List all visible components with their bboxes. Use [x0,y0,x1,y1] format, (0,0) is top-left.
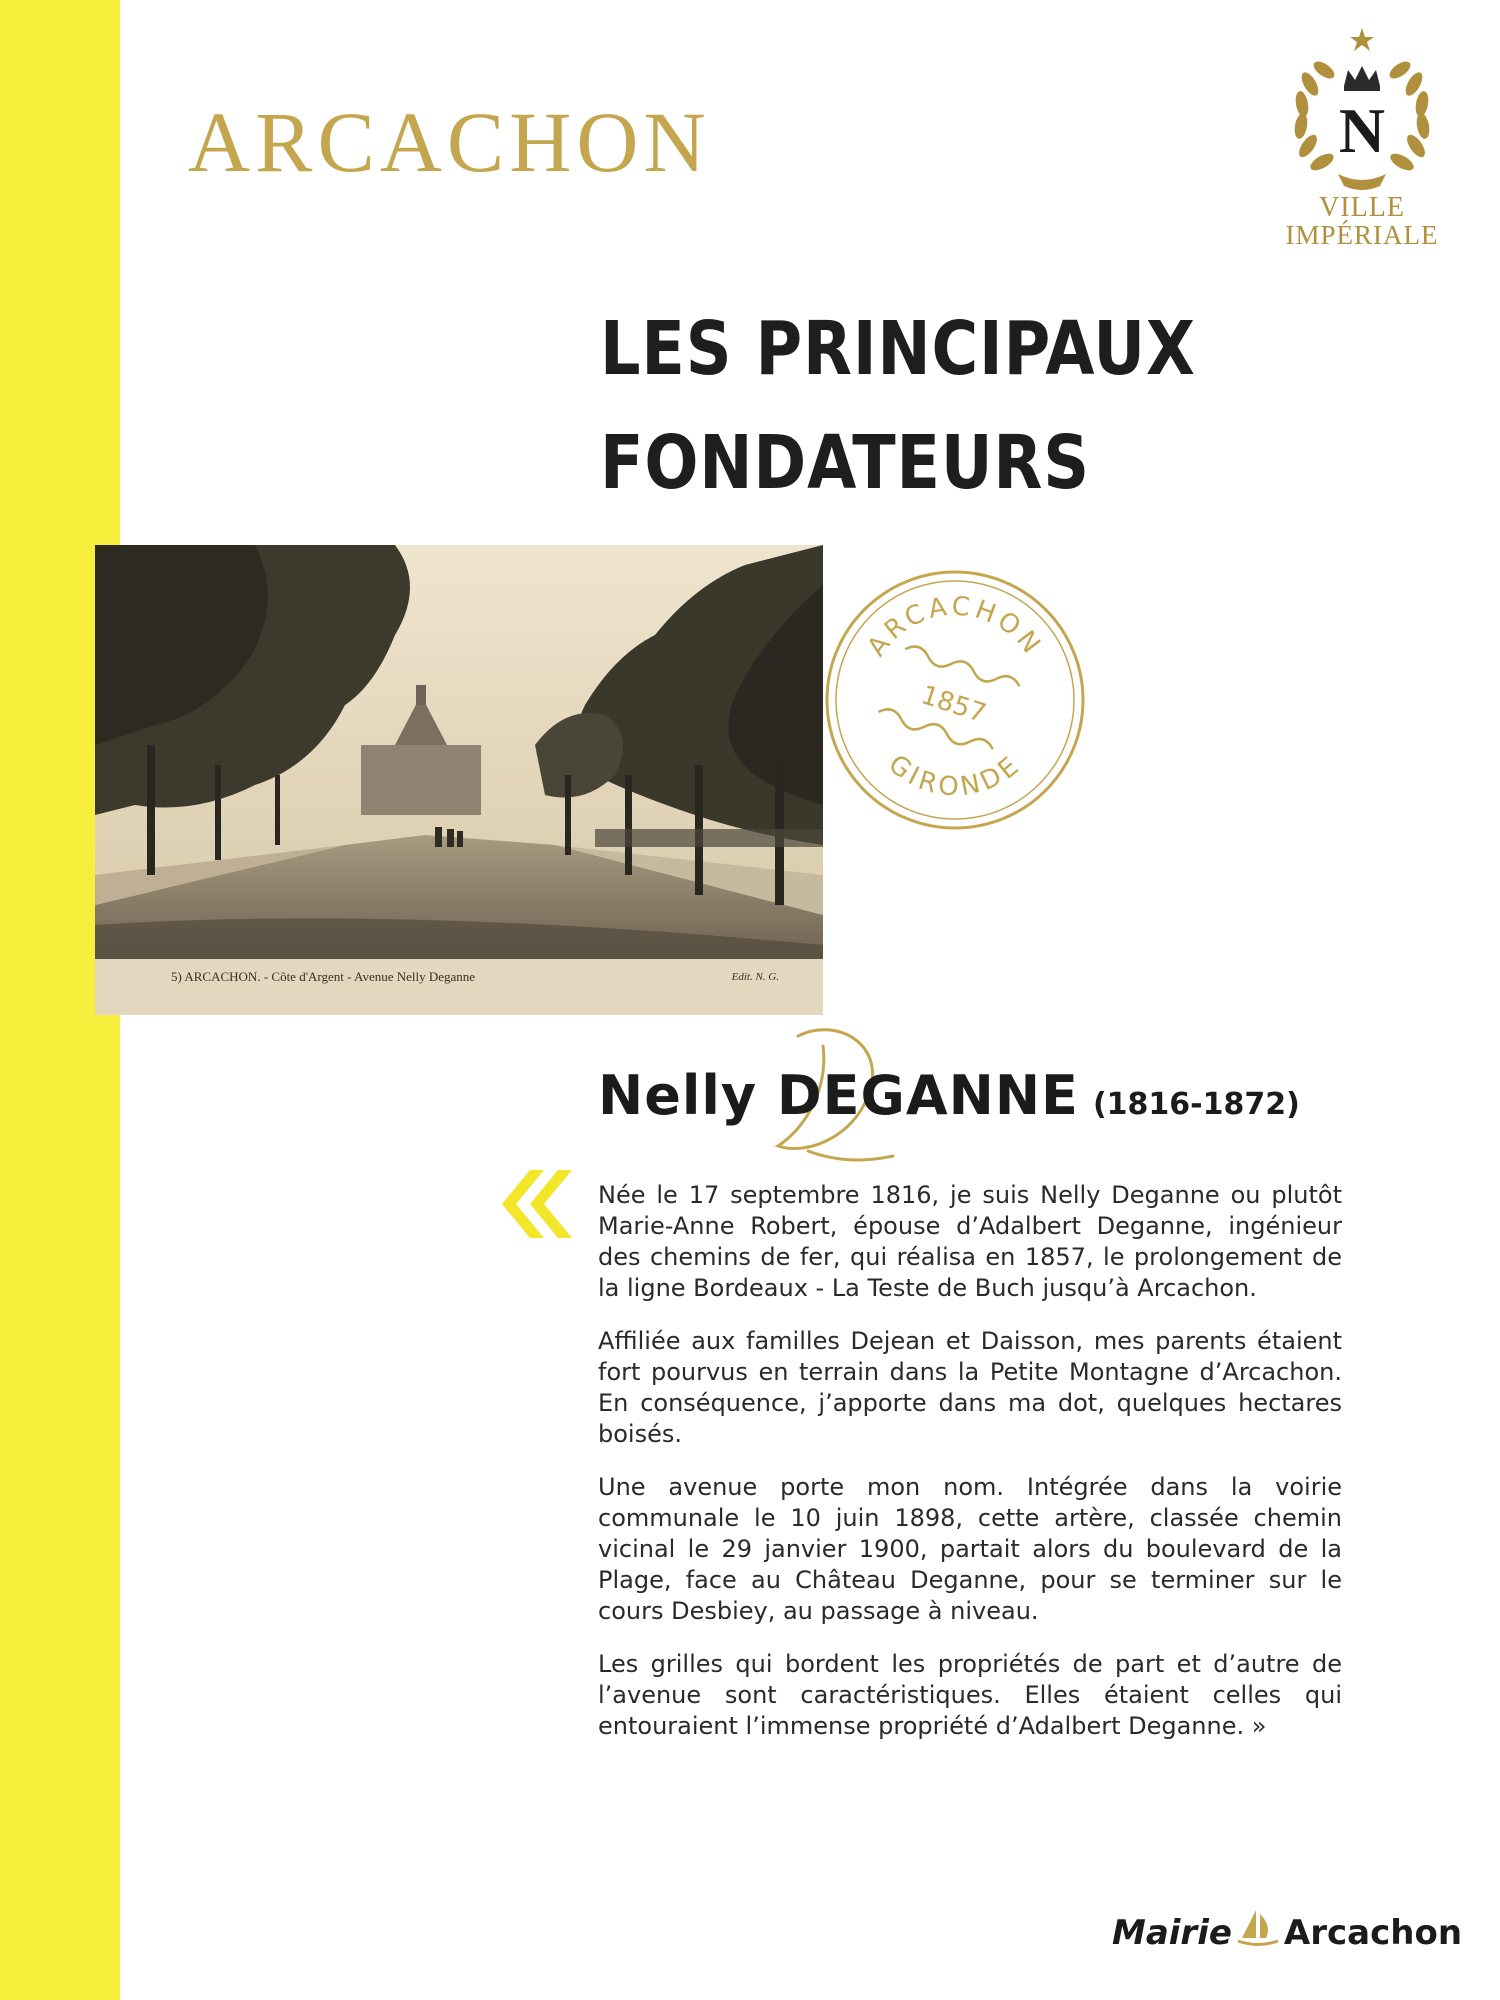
arcachon-1857-stamp [822,567,1088,833]
avenue-photo-illustration [95,545,823,959]
footer-arcachon-text: Arcachon [1283,1913,1463,1953]
brand-title: ARCACHON [188,94,711,190]
quote-body [598,1180,1342,1764]
quote-paragraph-4: Les grilles qui bordent les propriétés de part et d’autre de l’avenue sont caractéristiques. Elles étaient celles qui entouraient l’immense propriété d’Adalbert Deganne. » [598,1650,1342,1740]
ville-imperiale-emblem [1274,24,1450,252]
page-title-line-1: LES PRINCIPAUX [600,306,1196,392]
postcard-caption-strip [95,959,823,1015]
quote-paragraph-2: Affiliée aux familles Dejean et Daisson, mes parents étaient fort pourvus en terrain dans la Petite Montagne d’Arcachon. En conséquence, j’apporte dans ma dot, quelques hectares boisés. [598,1327,1342,1448]
postcard-publisher: Edit. N. G. [731,971,779,983]
footer-mairie-text: Mairie [1112,1913,1232,1953]
sailboat-icon [1236,1908,1280,1948]
page-title-line-2: FONDATEURS [600,420,1090,506]
svg-text:GIRONDE: GIRONDE [882,749,1028,803]
page-title [600,292,1196,520]
mairie-arcachon-logo [1112,1908,1462,1953]
emblem-line-imperiale: IMPÉRIALE [1285,220,1439,250]
person-name: Nelly DEGANNE [598,1064,1079,1127]
person-heading [598,1064,1300,1127]
svg-text:N: N [1338,95,1386,166]
quote-paragraph-3: Une avenue porte mon nom. Intégrée dans la voirie communale le 10 juin 1898, cette artère, classée chemin vicinal le 29 janvier 1900, partait alors du boulevard de la Plage, face au Château Deganne, pour se terminer sur le cours Desbiey, au passage à niveau. [598,1473,1342,1625]
quote-paragraph-1: Née le 17 septembre 1816, je suis Nelly Deganne ou plutôt Marie-Anne Robert, épouse d’Adalbert Deganne, ingénieur des chemins de fer, qui réalisa en 1857, le prolongement de la ligne Bordeaux - La Teste de Buch jusqu’à Arcachon. [598,1181,1342,1302]
postcard-caption: 5) ARCACHON. - Côte d'Argent - Avenue Nelly Deganne [171,969,476,984]
vintage-postcard-photo [95,545,823,1015]
person-dates: (1816-1872) [1092,1087,1300,1122]
laurel-crown-icon [1274,24,1450,194]
svg-text:1857: 1857 [917,680,990,730]
svg-text:ARCACHON: ARCACHON [861,591,1049,663]
emblem-line-ville: VILLE [1319,192,1405,223]
opening-quote-icon [496,1168,572,1240]
